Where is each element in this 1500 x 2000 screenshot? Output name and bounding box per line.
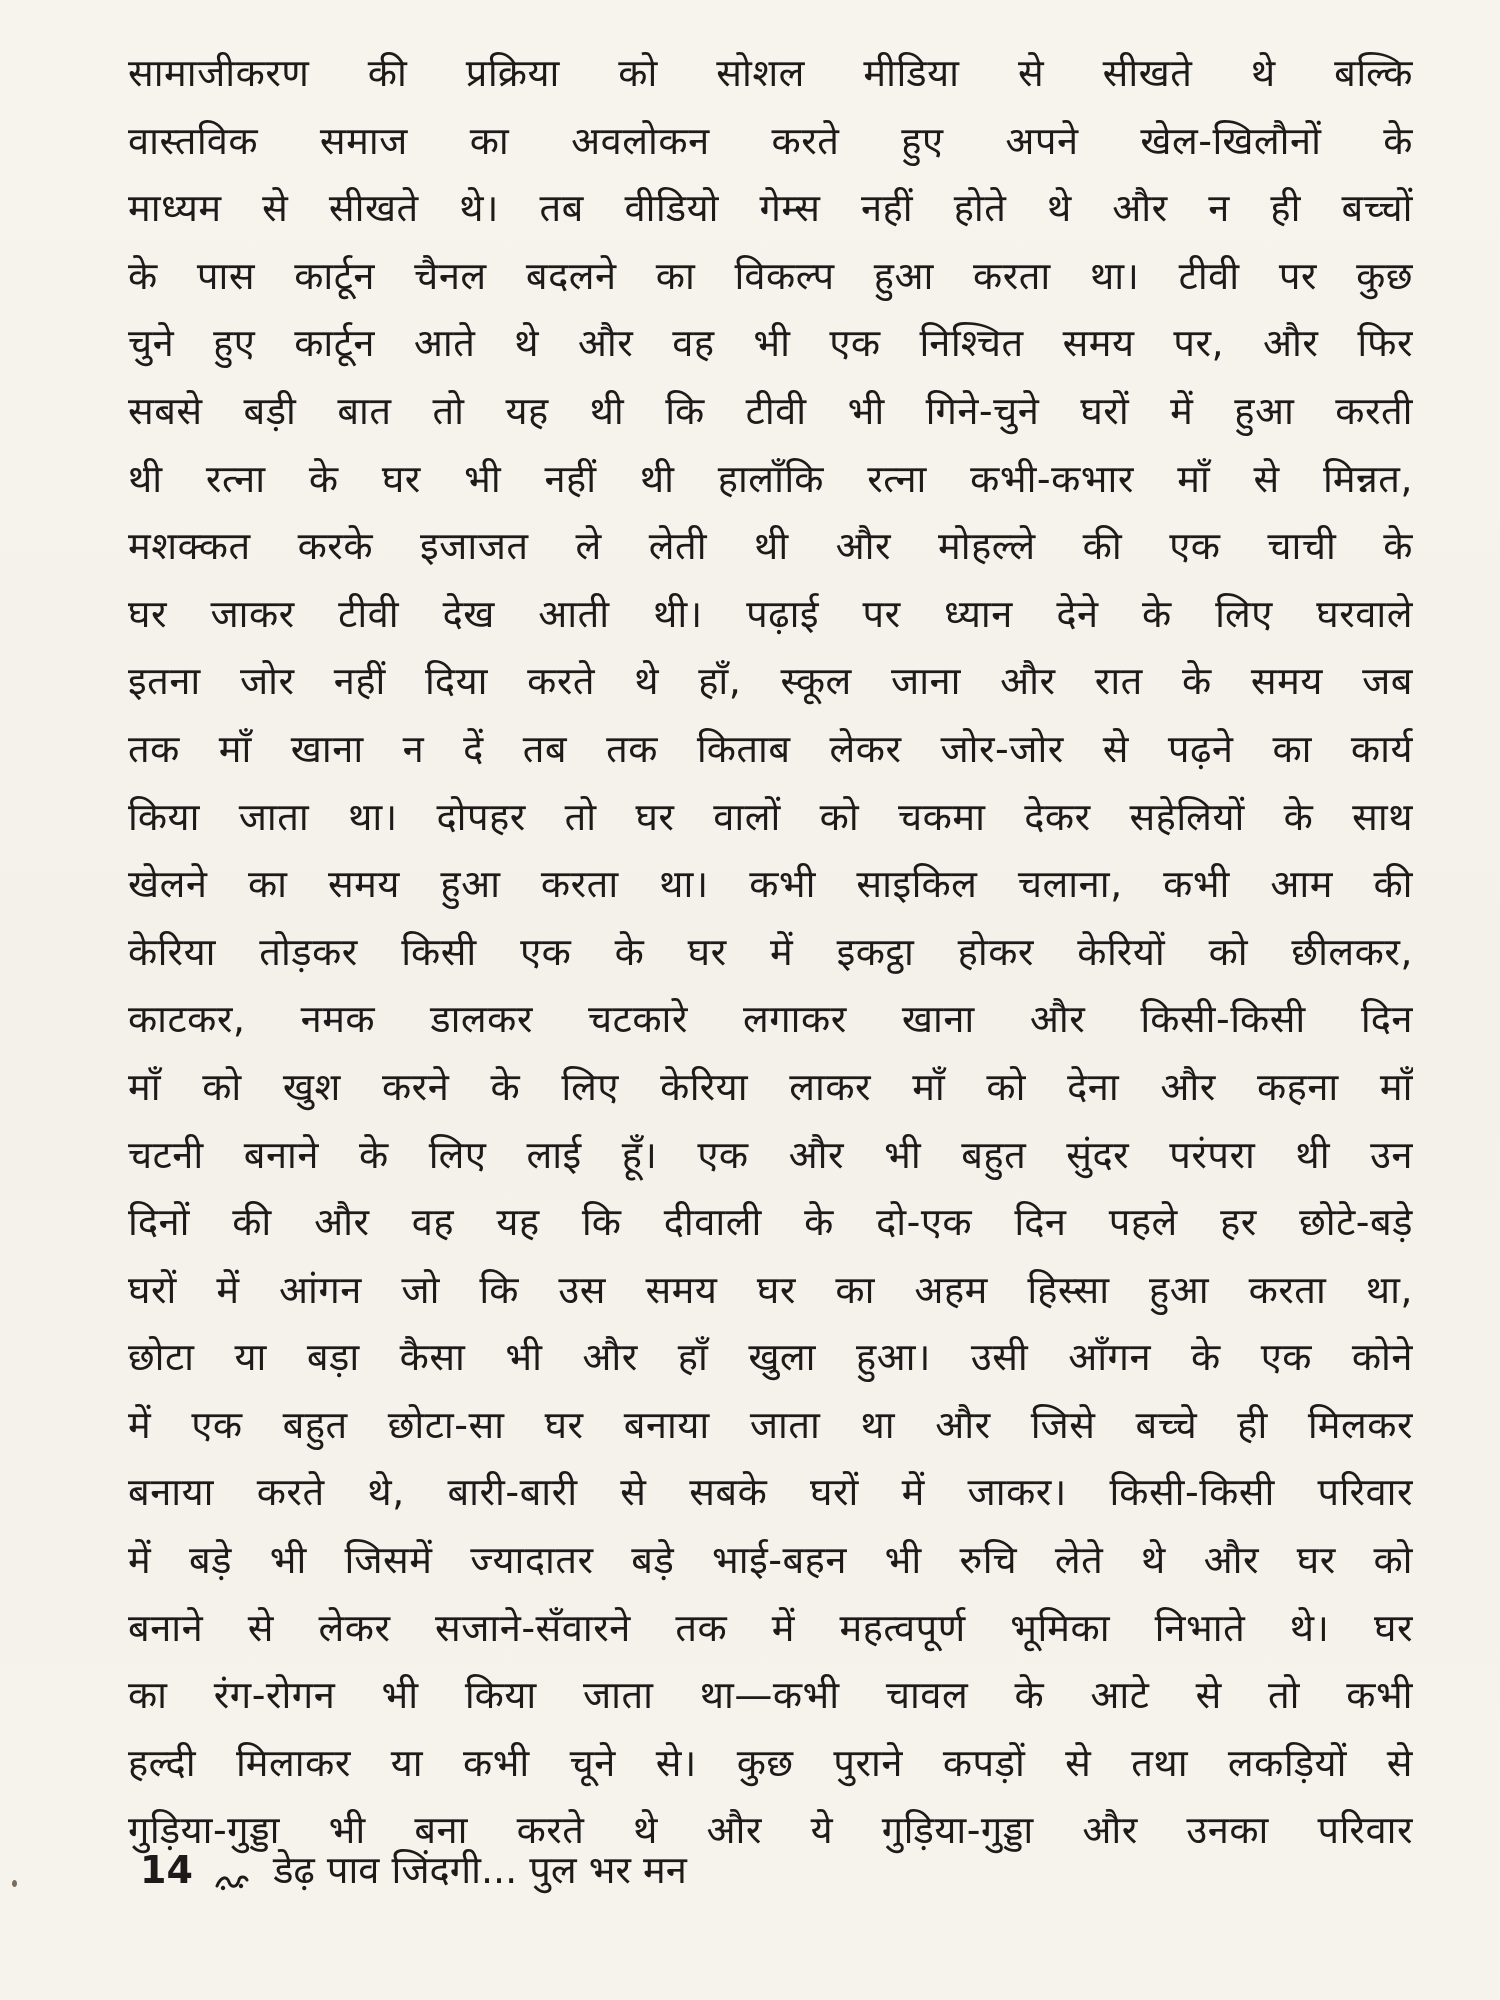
text-line: चुने हुए कार्टून आते थे और वह भी एक निश्चित समय पर, और फिर [128,321,1413,366]
text-line: खेलने का समय हुआ करता था। कभी साइकिल चलाना, कभी आम की [128,862,1413,907]
text-line: बनाने से लेकर सजाने-सँवारने तक में महत्वपूर्ण भूमिका निभाते थे। घर [128,1605,1413,1650]
text-line: के पास कार्टून चैनल बदलने का विकल्प हुआ करता था। टीवी पर कुछ [128,253,1413,298]
text-line: घर जाकर टीवी देख आती थी। पढ़ाई पर ध्यान देने के लिए घरवाले [128,591,1413,636]
text-line: वास्तविक समाज का अवलोकन करते हुए अपने खेल-खिलौनों के [128,118,1413,163]
body-paragraph [128,40,1413,1865]
text-line: घरों में आंगन जो कि उस समय घर का अहम हिस्सा हुआ करता था, [128,1267,1413,1312]
text-line: माँ को खुश करने के लिए केरिया लाकर माँ को देना और कहना माँ [128,1064,1413,1109]
text-line: गुड़िया-गुड्डा भी बना करते थे और ये गुड़िया-गुड्डा और उनका परिवार [128,1808,1413,1853]
text-line: का रंग-रोगन भी किया जाता था—कभी चावल के आटे से तो कभी [128,1673,1413,1718]
text-line: हल्दी मिलाकर या कभी चूने से। कुछ पुराने कपड़ों से तथा लकड़ियों से [128,1740,1413,1785]
text-line: में बड़े भी जिसमें ज्यादातर बड़े भाई-बहन भी रुचि लेते थे और घर को [128,1538,1413,1583]
text-line: काटकर, नमक डालकर चटकारे लगाकर खाना और किसी-किसी दिन [128,997,1413,1042]
text-line: इतना जोर नहीं दिया करते थे हाँ, स्कूल जाना और रात के समय जब [128,659,1413,704]
page-footer [140,1845,687,1895]
text-line: सबसे बड़ी बात तो यह थी कि टीवी भी गिने-चुने घरों में हुआ करती [128,388,1413,433]
page-number: 14 [140,1848,193,1892]
text-line: किया जाता था। दोपहर तो घर वालों को चकमा देकर सहेलियों के साथ [128,794,1413,839]
text-line: चटनी बनाने के लिए लाई हूँ। एक और भी बहुत सुंदर परंपरा थी उन [128,1132,1413,1177]
text-line: माध्यम से सीखते थे। तब वीडियो गेम्स नहीं होते थे और न ही बच्चों [128,186,1413,231]
text-line: केरिया तोड़कर किसी एक के घर में इकट्ठा होकर केरियों को छीलकर, [128,929,1413,974]
text-line: मशक्कत करके इजाजत ले लेती थी और मोहल्ले की एक चाची के [128,524,1413,569]
text-line: दिनों की और वह यह कि दीवाली के दो-एक दिन पहले हर छोटे-बड़े [128,1200,1413,1245]
paper-speck [12,1880,17,1887]
text-line: थी रत्ना के घर भी नहीं थी हालाँकि रत्ना कभी-कभार माँ से मिन्नत, [128,456,1413,501]
text-line: बनाया करते थे, बारी-बारी से सबके घरों में जाकर। किसी-किसी परिवार [128,1470,1413,1515]
text-line: में एक बहुत छोटा-सा घर बनाया जाता था और जिसे बच्चे ही मिलकर [128,1402,1413,1447]
running-footer-title: डेढ़ पाव जिंदगी... पुल भर मन [273,1848,687,1892]
text-line: सामाजीकरण की प्रक्रिया को सोशल मीडिया से सीखते थे बल्कि [128,51,1413,95]
text-line: छोटा या बड़ा कैसा भी और हाँ खुला हुआ। उसी आँगन के एक कोने [128,1335,1413,1380]
text-line: तक माँ खाना न दें तब तक किताब लेकर जोर-जोर से पढ़ने का कार्य [128,726,1413,771]
flourish-icon [215,1858,249,1888]
